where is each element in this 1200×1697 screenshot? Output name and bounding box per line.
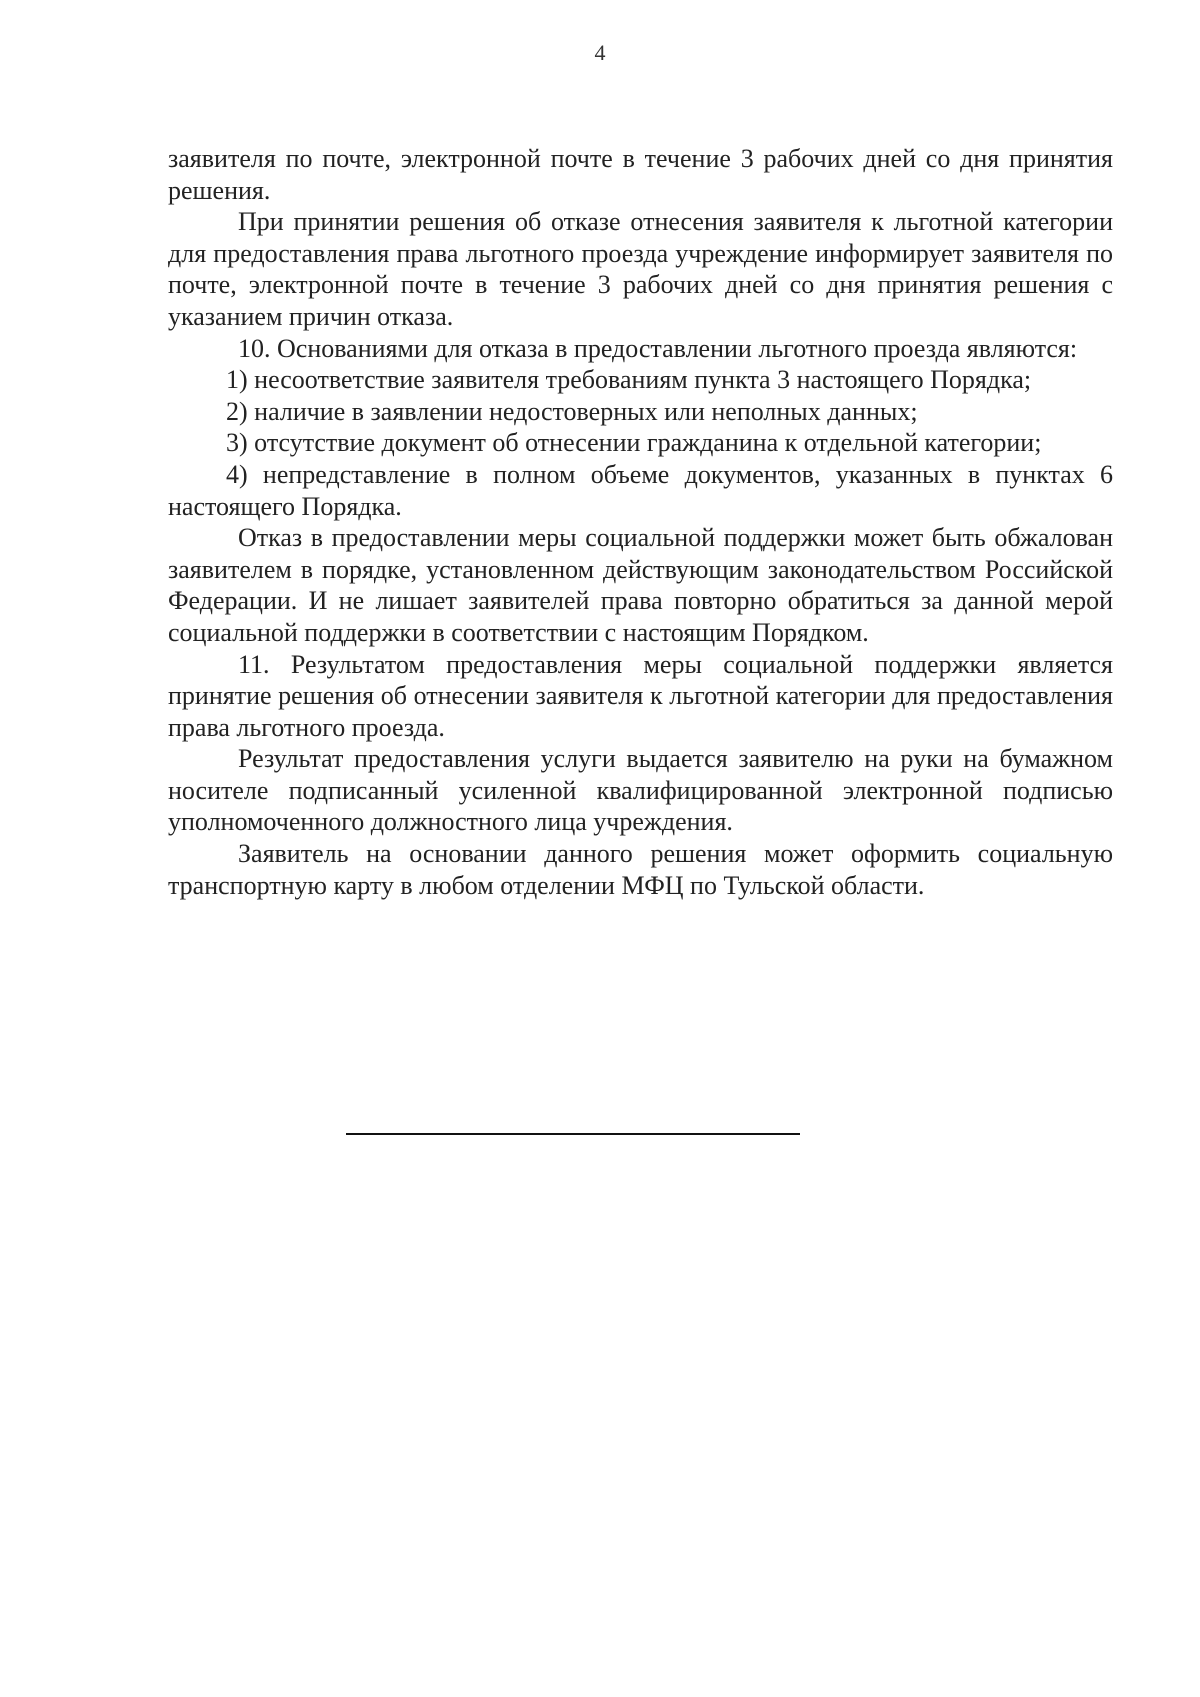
- page-number: 4: [594, 40, 606, 65]
- end-of-document-rule: [346, 1133, 800, 1135]
- list-item-4: 4) непредставление в полном объеме документов, указанных в пунктах 6 настоящего Порядка.: [168, 459, 1113, 521]
- paragraph-item-11: 11. Результатом предоставления меры социальной поддержки является принятие решения об отнесении заявителя к льготной категории для предоставления права льготного проезда.: [168, 649, 1113, 742]
- paragraph-item-10: 10. Основаниями для отказа в предоставлении льготного проезда являются:: [238, 333, 1078, 363]
- list-item-1: 1) несоответствие заявителя требованиям пункта 3 настоящего Порядка;: [226, 365, 1032, 395]
- paragraph-continuation: заявителя по почте, электронной почте в течение 3 рабочих дней со дня принятия решения.: [168, 144, 1113, 205]
- paragraph-appeal: Отказ в предоставлении меры социальной поддержки может быть обжалован заявителем в порядке, установленном действующим законодательством Российской Федерации. И не лишает заявителей права повторно обратиться за данной мерой социальной поддержки в соответствии с настоящим Порядком.: [168, 523, 1113, 647]
- paragraph-transport-card: Заявитель на основании данного решения может оформить социальную транспортную карту в любом отделении МФЦ по Тульской области.: [168, 839, 1113, 900]
- list-item-2: 2) наличие в заявлении недостоверных или неполных данных;: [226, 396, 918, 426]
- list-item-3: 3) отсутствие документ об отнесении гражданина к отдельной категории;: [226, 428, 1042, 458]
- paragraph-refusal-notice: При принятии решения об отказе отнесения заявителя к льготной категории для предоставления права льготного проезда учреждение информирует заявителя по почте, электронной почте в течение 3 рабочих дней со дня принятия решения с указанием причин отказа.: [168, 207, 1113, 331]
- paragraph-result: Результат предоставления услуги выдается заявителю на руки на бумажном носителе подписанный усиленной квалифицированной электронной подписью уполномоченного должностного лица учреждения.: [168, 744, 1113, 837]
- document-body: [168, 143, 1113, 901]
